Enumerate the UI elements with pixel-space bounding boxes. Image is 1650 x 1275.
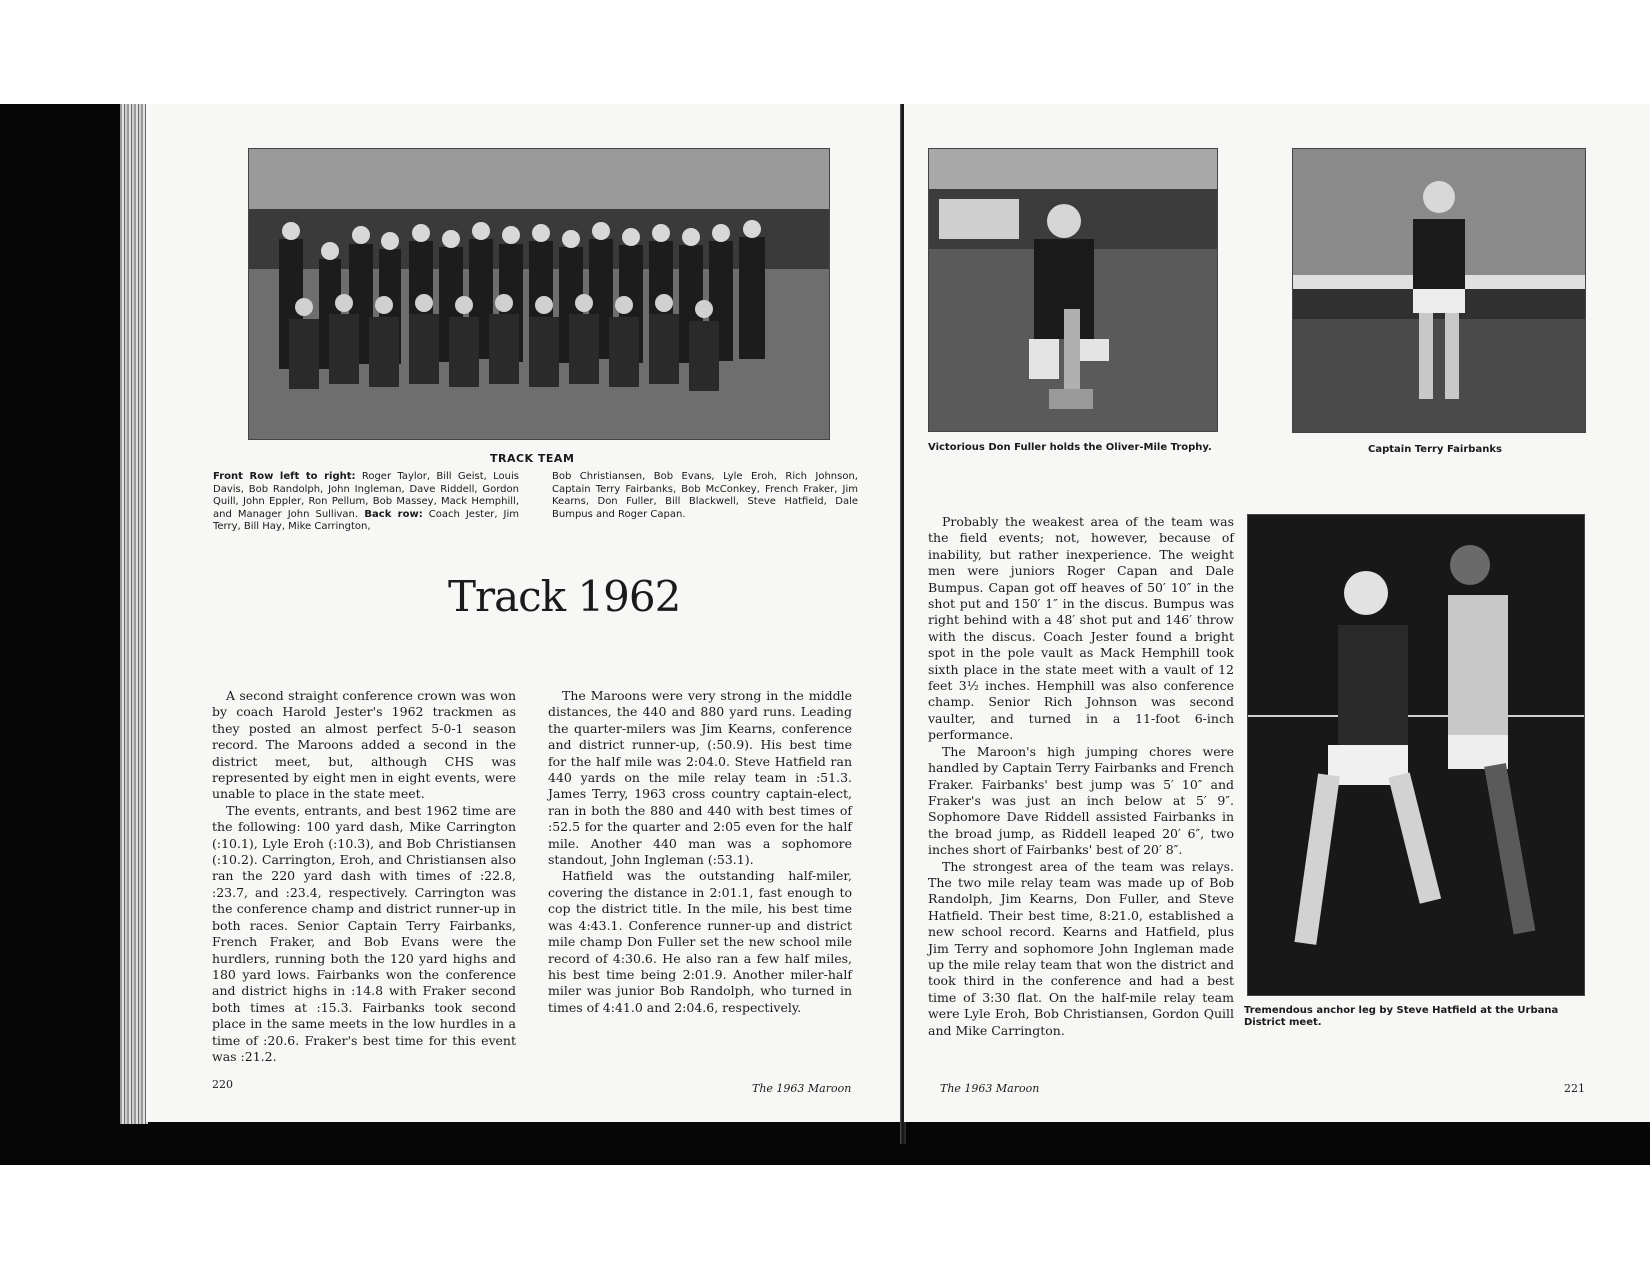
terry-fairbanks-photo [1292, 148, 1586, 433]
back-row-label: Back row: [358, 508, 423, 520]
book-spine-edge [120, 104, 148, 1124]
left-article-column-2 [548, 688, 852, 1016]
fuller-caption: Victorious Don Fuller holds the Oliver-Mile Trophy. [928, 442, 1212, 453]
page-number-right: 221 [1564, 1082, 1585, 1095]
team-caption-left [213, 471, 519, 534]
relay-anchor-photo [1247, 514, 1585, 996]
running-foot-left: The 1963 Maroon [752, 1082, 852, 1095]
team-photo-title: TRACK TEAM [490, 452, 575, 465]
right-article-column [928, 514, 1234, 1039]
team-caption-right: Bob Christiansen, Bob Evans, Lyle Eroh, Rich Johnson, Captain Terry Fairbanks, Bob McConkey, French Fraker, Jim Kearns, Don Fuller, Bill Blackwell, Steve Hatfield, Dale Bumpus and Roger Capan. [552, 471, 858, 520]
front-row-label: Front Row left to right: [213, 471, 356, 482]
article-paragraph: The strongest area of the team was relays. The two mile relay team was made up of Bob Randolph, Jim Kearns, Don Fuller, and Steve Hatfield. Their best time, 8:21.0, established a new school record. Kearns and Hatfield, plus Jim Terry and sophomore John Ingleman made up the mile relay team that won the district and took third in the conference and had a best time of 3:30 flat. On the half-mile relay team were Lyle Eroh, Bob Christiansen, Gordon Quill and Mike Carrington. [928, 858, 1234, 1038]
article-paragraph: Hatfield was the outstanding half-miler, covering the distance in 2:01.1, fast enough to cop the district title. In the mile, his best time was 4:43.1. Conference runner-up and district mile champ Don Fuller set the new school mile record of 4:30.6. He also ran a few half miles, his best time being 2:01.9. Another miler-half miler was junior Bob Randolph, who turned in times of 4:41.0 and 2:04.6, respectively. [548, 868, 852, 1015]
don-fuller-photo [928, 148, 1218, 432]
fairbanks-caption: Captain Terry Fairbanks [1368, 444, 1502, 455]
page-headline: Track 1962 [448, 572, 681, 621]
article-paragraph: The Maroon's high jumping chores were handled by Captain Terry Fairbanks and French Fraker. Fairbanks' best jump was 5′ 10″ and Fraker's was just an inch below at 5′ 9″. Sophomore Dave Riddell assisted Fairbanks in the broad jump, as Riddell leaped 20′ 6″, two inches short of Fairbanks' best of 20′ 8″. [928, 743, 1234, 858]
left-article-column-1 [212, 688, 516, 1065]
article-paragraph: A second straight conference crown was won by coach Harold Jester's 1962 trackmen as they posted an almost perfect 5-0-1 season record. The Maroons added a second in the district meet, but, although CHS was represented by eight men in eight events, were unable to place in the state meet. [212, 688, 516, 802]
track-team-photo [248, 148, 830, 440]
relay-caption: Tremendous anchor leg by Steve Hatfield at the Urbana District meet. [1244, 1005, 1559, 1028]
running-head-right: The 1963 Maroon [940, 1082, 1040, 1095]
article-paragraph: The events, entrants, and best 1962 time are the following: 100 yard dash, Mike Carrington (:10.1), Lyle Eroh (:10.3), and Bob Christiansen (:10.2). Carrington, Eroh, and Christiansen also ran the 220 yard dash with times of :22.8, :23.7, and :23.4, respectively. Carrington was the conference champ and district runner-up in both races. Senior Captain Terry Fairbanks, French Fraker, and Bob Evans were the hurdlers, running both the 120 yard highs and 180 yard lows. Fairbanks won the conference and district highs in :14.8 with Fraker second both times at :15.3. Fairbanks took second place in the same meets in the low hurdles in a time of :20.6. Fraker's best time for this event was :21.2. [212, 802, 516, 1064]
back-row-names: Coach Jester, Jim Terry, Bill Hay, Mike Carrington, [213, 508, 520, 532]
page-number-left: 220 [212, 1078, 233, 1091]
article-paragraph: The Maroons were very strong in the middle distances, the 440 and 880 yard runs. Leading the quarter-milers was Jim Kearns, conference and district runner-up, (:50.9). His best time for the half mile was 2:04.0. Steve Hatfield ran 440 yards on the mile relay team in :51.3. James Terry, 1963 cross country captain-elect, ran in both the 880 and 440 with best times of :52.5 for the quarter and 2:05 even for the half mile. Another 440 man was a sophomore standout, John Ingleman (:53.1). [548, 688, 852, 868]
article-paragraph: Probably the weakest area of the team was the field events; not, however, because of inability, but rather inexperience. The weight men were juniors Roger Capan and Dale Bumpus. Capan got off heaves of 50′ 10″ in the shot put and 150′ 1″ in the discus. Bumpus was right behind with a 48′ shot put and 146′ throw with the discus. Coach Jester found a bright spot in the pole vault as Mack Hemphill took sixth place in the state meet with a vault of 12 feet 3½ inches. Hemphill was also conference champ. Senior Rich Johnson was second vaulter, and turned in a 11-foot 6-inch performance. [928, 514, 1234, 743]
front-row-names: Roger Taylor, Bill Geist, Louis Davis, Bob Randolph, John Ingleman, Dave Riddell, Gordon Quill, John Eppler, Ron Pellum, Bob Massey, Mack Hemphill, and Manager John Sullivan. [213, 471, 519, 520]
